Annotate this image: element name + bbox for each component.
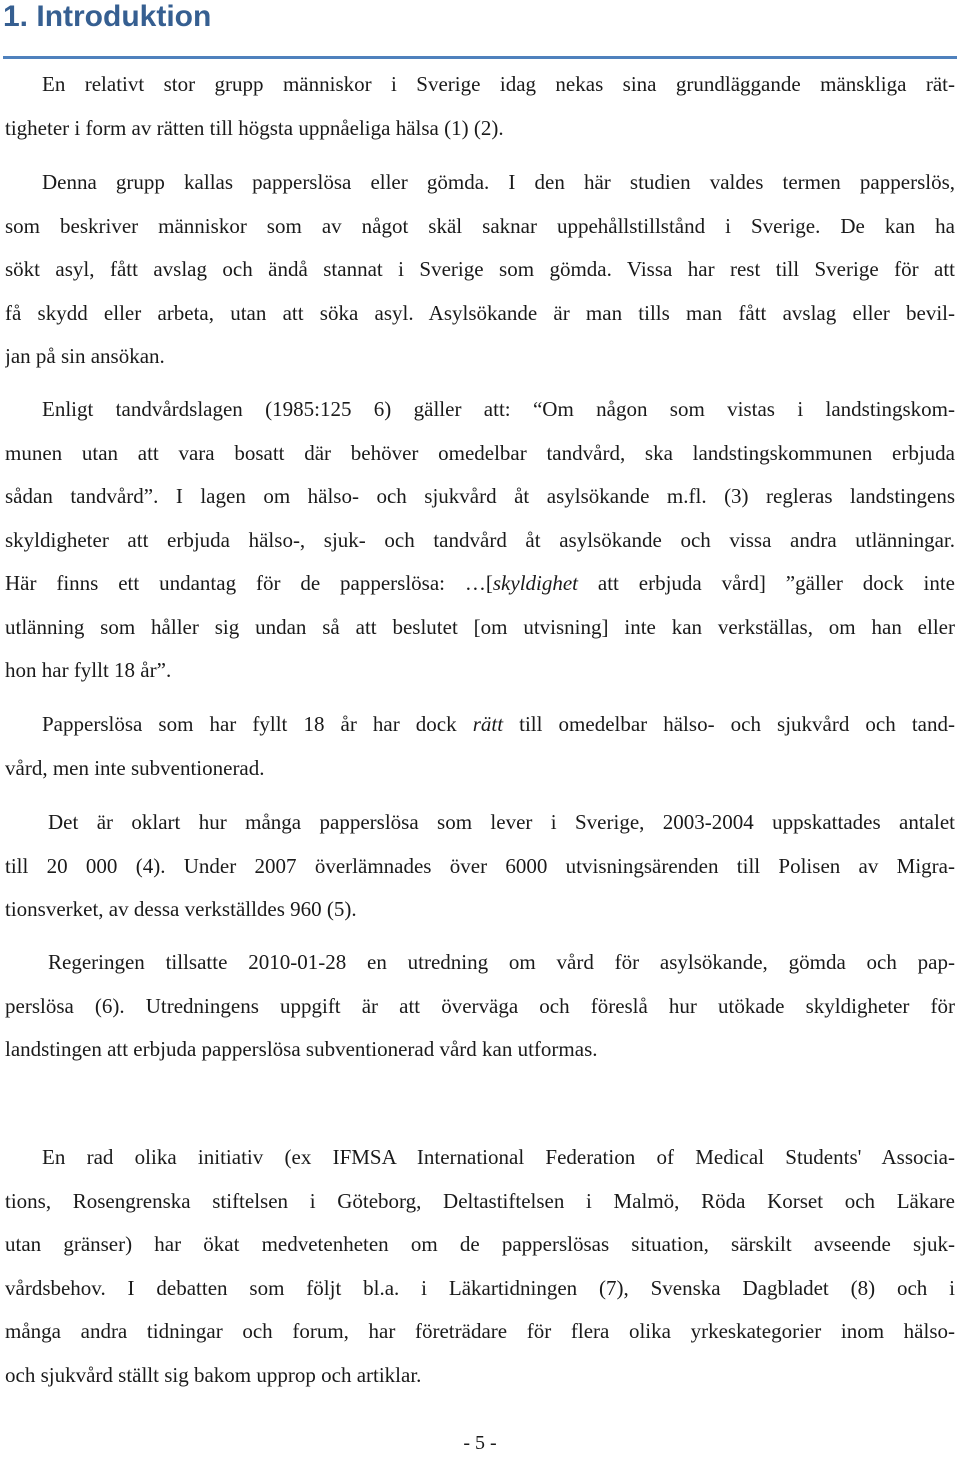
paragraph-government xyxy=(5,941,955,1072)
text-line: Papperslösa som har fyllt 18 år har dock rätt till omedelbar hälso- och sjukvård och tand- xyxy=(42,712,955,736)
text-line: sådan tandvård”. I lagen om hälso- och sjukvård åt asylsökande m.fl. (3) regleras landstingens xyxy=(5,484,955,508)
text-line: många andra tidningar och forum, har företrädare för flera olika yrkeskategorier inom hälso- xyxy=(5,1319,955,1343)
heading-underline xyxy=(3,56,957,59)
paragraph-intro xyxy=(5,63,955,150)
emphasis-text: rätt xyxy=(472,712,504,736)
text-line: Denna grupp kallas papperslösa eller gömda. I den här studien valdes termen papperslös, xyxy=(42,170,955,194)
paragraph-initiatives xyxy=(5,1136,955,1397)
text-line: tions, Rosengrenska stiftelsen i Göteborg, Deltastiftelsen i Malmö, Röda Korset och Läkare xyxy=(5,1188,955,1213)
section-heading: 1. Introduktion xyxy=(3,0,212,33)
text-line: jan på sin ansökan. xyxy=(5,344,165,368)
emphasis-text: skyldighet xyxy=(492,571,579,595)
text-line: vårdsbehov. I debatten som följt bl.a. i Läkartidningen (7), Svenska Dagbladet (8) och i xyxy=(5,1275,955,1300)
text-line: hon har fyllt 18 år”. xyxy=(5,658,172,682)
text-line: utan gränser) har ökat medvetenheten om de papperslösas situation, särskilt avseende sjuk- xyxy=(5,1232,955,1256)
paragraph-definition xyxy=(5,161,955,379)
text-line: En rad olika initiativ (ex IFMSA International Federation of Medical Students' Associa- xyxy=(42,1145,955,1169)
text-line: landstingen att erbjuda papperslösa subventionerad vård kan utformas. xyxy=(5,1037,598,1061)
paragraph-law xyxy=(5,388,955,693)
text-line: En relativt stor grupp människor i Sverige idag nekas sina grundläggande mänskliga rät- xyxy=(42,72,955,96)
text-line: vård, men inte subventionerad. xyxy=(5,755,265,780)
page-number: - 5 - xyxy=(463,1432,497,1454)
text-line: Det är oklart hur många papperslösa som lever i Sverige, 2003-2004 uppskattades antalet xyxy=(48,810,955,834)
paragraph-numbers xyxy=(5,801,955,932)
text-line: tionsverket, av dessa verkställdes 960 (5). xyxy=(5,897,357,921)
text-line: Här finns ett undantag för de papperslösa: …[skyldighet att erbjuda vård] ”gäller dock inte xyxy=(5,571,955,595)
text-line: tigheter i form av rätten till högsta uppnåeliga hälsa (1) (2). xyxy=(5,115,504,140)
text-line: som beskriver människor som av något skäl saknar uppehållstillstånd i Sverige. De kan ha xyxy=(5,213,955,238)
text-line: Enligt tandvårdslagen (1985:125 6) gäller att: “Om någon som vistas i landstingskom- xyxy=(42,397,955,421)
text-line: sökt asyl, fått avslag och ändå stannat i Sverige som gömda. Vissa har rest till Sverige för att xyxy=(5,257,955,281)
text-line: skyldigheter att erbjuda hälso-, sjuk- och tandvård åt asylsökande och vissa andra utlänningar. xyxy=(5,527,955,552)
text-line: munen utan att vara bosatt där behöver omedelbar tandvård, ska landstingskommunen erbjuda xyxy=(5,440,955,465)
text-line: perslösa (6). Utredningens uppgift är att överväga och föreslå hur utökade skyldigheter för xyxy=(5,993,955,1018)
text-line: och sjukvård ställt sig bakom upprop och artiklar. xyxy=(5,1362,422,1387)
text-line: Regeringen tillsatte 2010-01-28 en utredning om vård för asylsökande, gömda och pap- xyxy=(48,950,955,974)
text-line: utlänning som håller sig undan så att beslutet [om utvisning] inte kan verkställas, om han eller xyxy=(5,614,955,639)
text-line: till 20 000 (4). Under 2007 överlämnades över 6000 utvisningsärenden till Polisen av Migra- xyxy=(5,853,955,878)
paragraph-rights xyxy=(5,703,955,790)
text-line: få skydd eller arbeta, utan att söka asyl. Asylsökande är man tills man fått avslag eller bevil- xyxy=(5,300,955,325)
